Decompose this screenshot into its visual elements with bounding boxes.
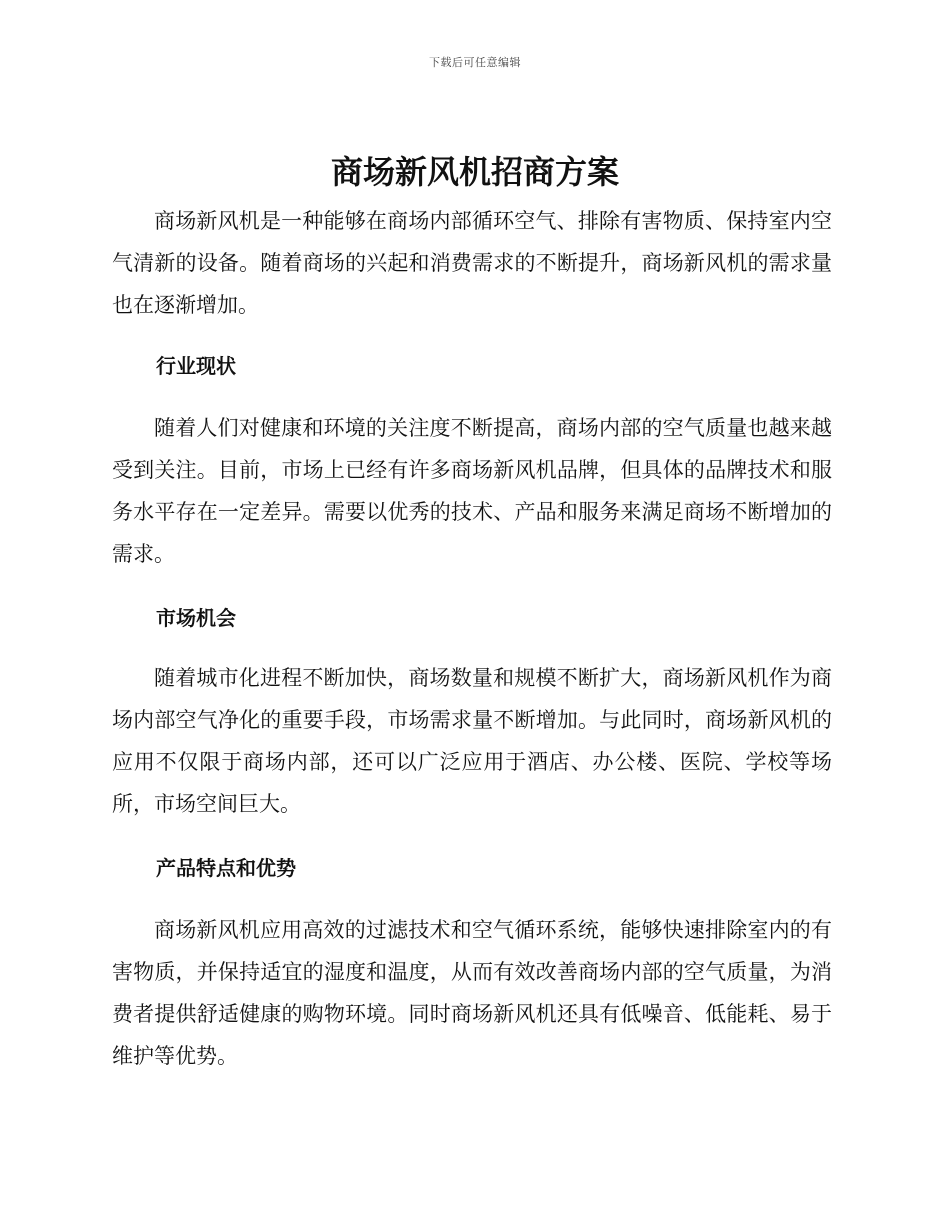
page-header-note: 下载后可任意编辑 (429, 56, 521, 69)
document-body (112, 200, 832, 1077)
section-heading-product-features: 产品特点和优势 (156, 856, 296, 880)
section-heading-market-opportunity: 市场机会 (156, 606, 236, 630)
section-heading-industry-status: 行业现状 (156, 354, 236, 378)
intro-paragraph: 商场新风机是一种能够在商场内部循环空气、排除有害物质、保持室内空气清新的设备。随着商场的兴起和消费需求的不断提升，商场新风机的需求量也在逐渐增加。 (112, 209, 832, 317)
section-paragraph-industry-status: 随着人们对健康和环境的关注度不断提高，商场内部的空气质量也越来越受到关注。目前，市场上已经有许多商场新风机品牌，但具体的品牌技术和服务水平存在一定差异。需要以优秀的技术、产品和服务来满足商场不断增加的需求。 (112, 416, 832, 566)
section-paragraph-product-features: 商场新风机应用高效的过滤技术和空气循环系统，能够快速排除室内的有害物质，并保持适宜的湿度和温度，从而有效改善商场内部的空气质量，为消费者提供舒适健康的购物环境。同时商场新风机还具有低噪音、低能耗、易于维护等优势。 (112, 918, 832, 1068)
document-title: 商场新风机招商方案 (330, 153, 619, 191)
section-paragraph-market-opportunity: 随着城市化进程不断加快，商场数量和规模不断扩大，商场新风机作为商场内部空气净化的重要手段，市场需求量不断增加。与此同时，商场新风机的应用不仅限于商场内部，还可以广泛应用于酒店、办公楼、医院、学校等场所，市场空间巨大。 (112, 666, 832, 816)
